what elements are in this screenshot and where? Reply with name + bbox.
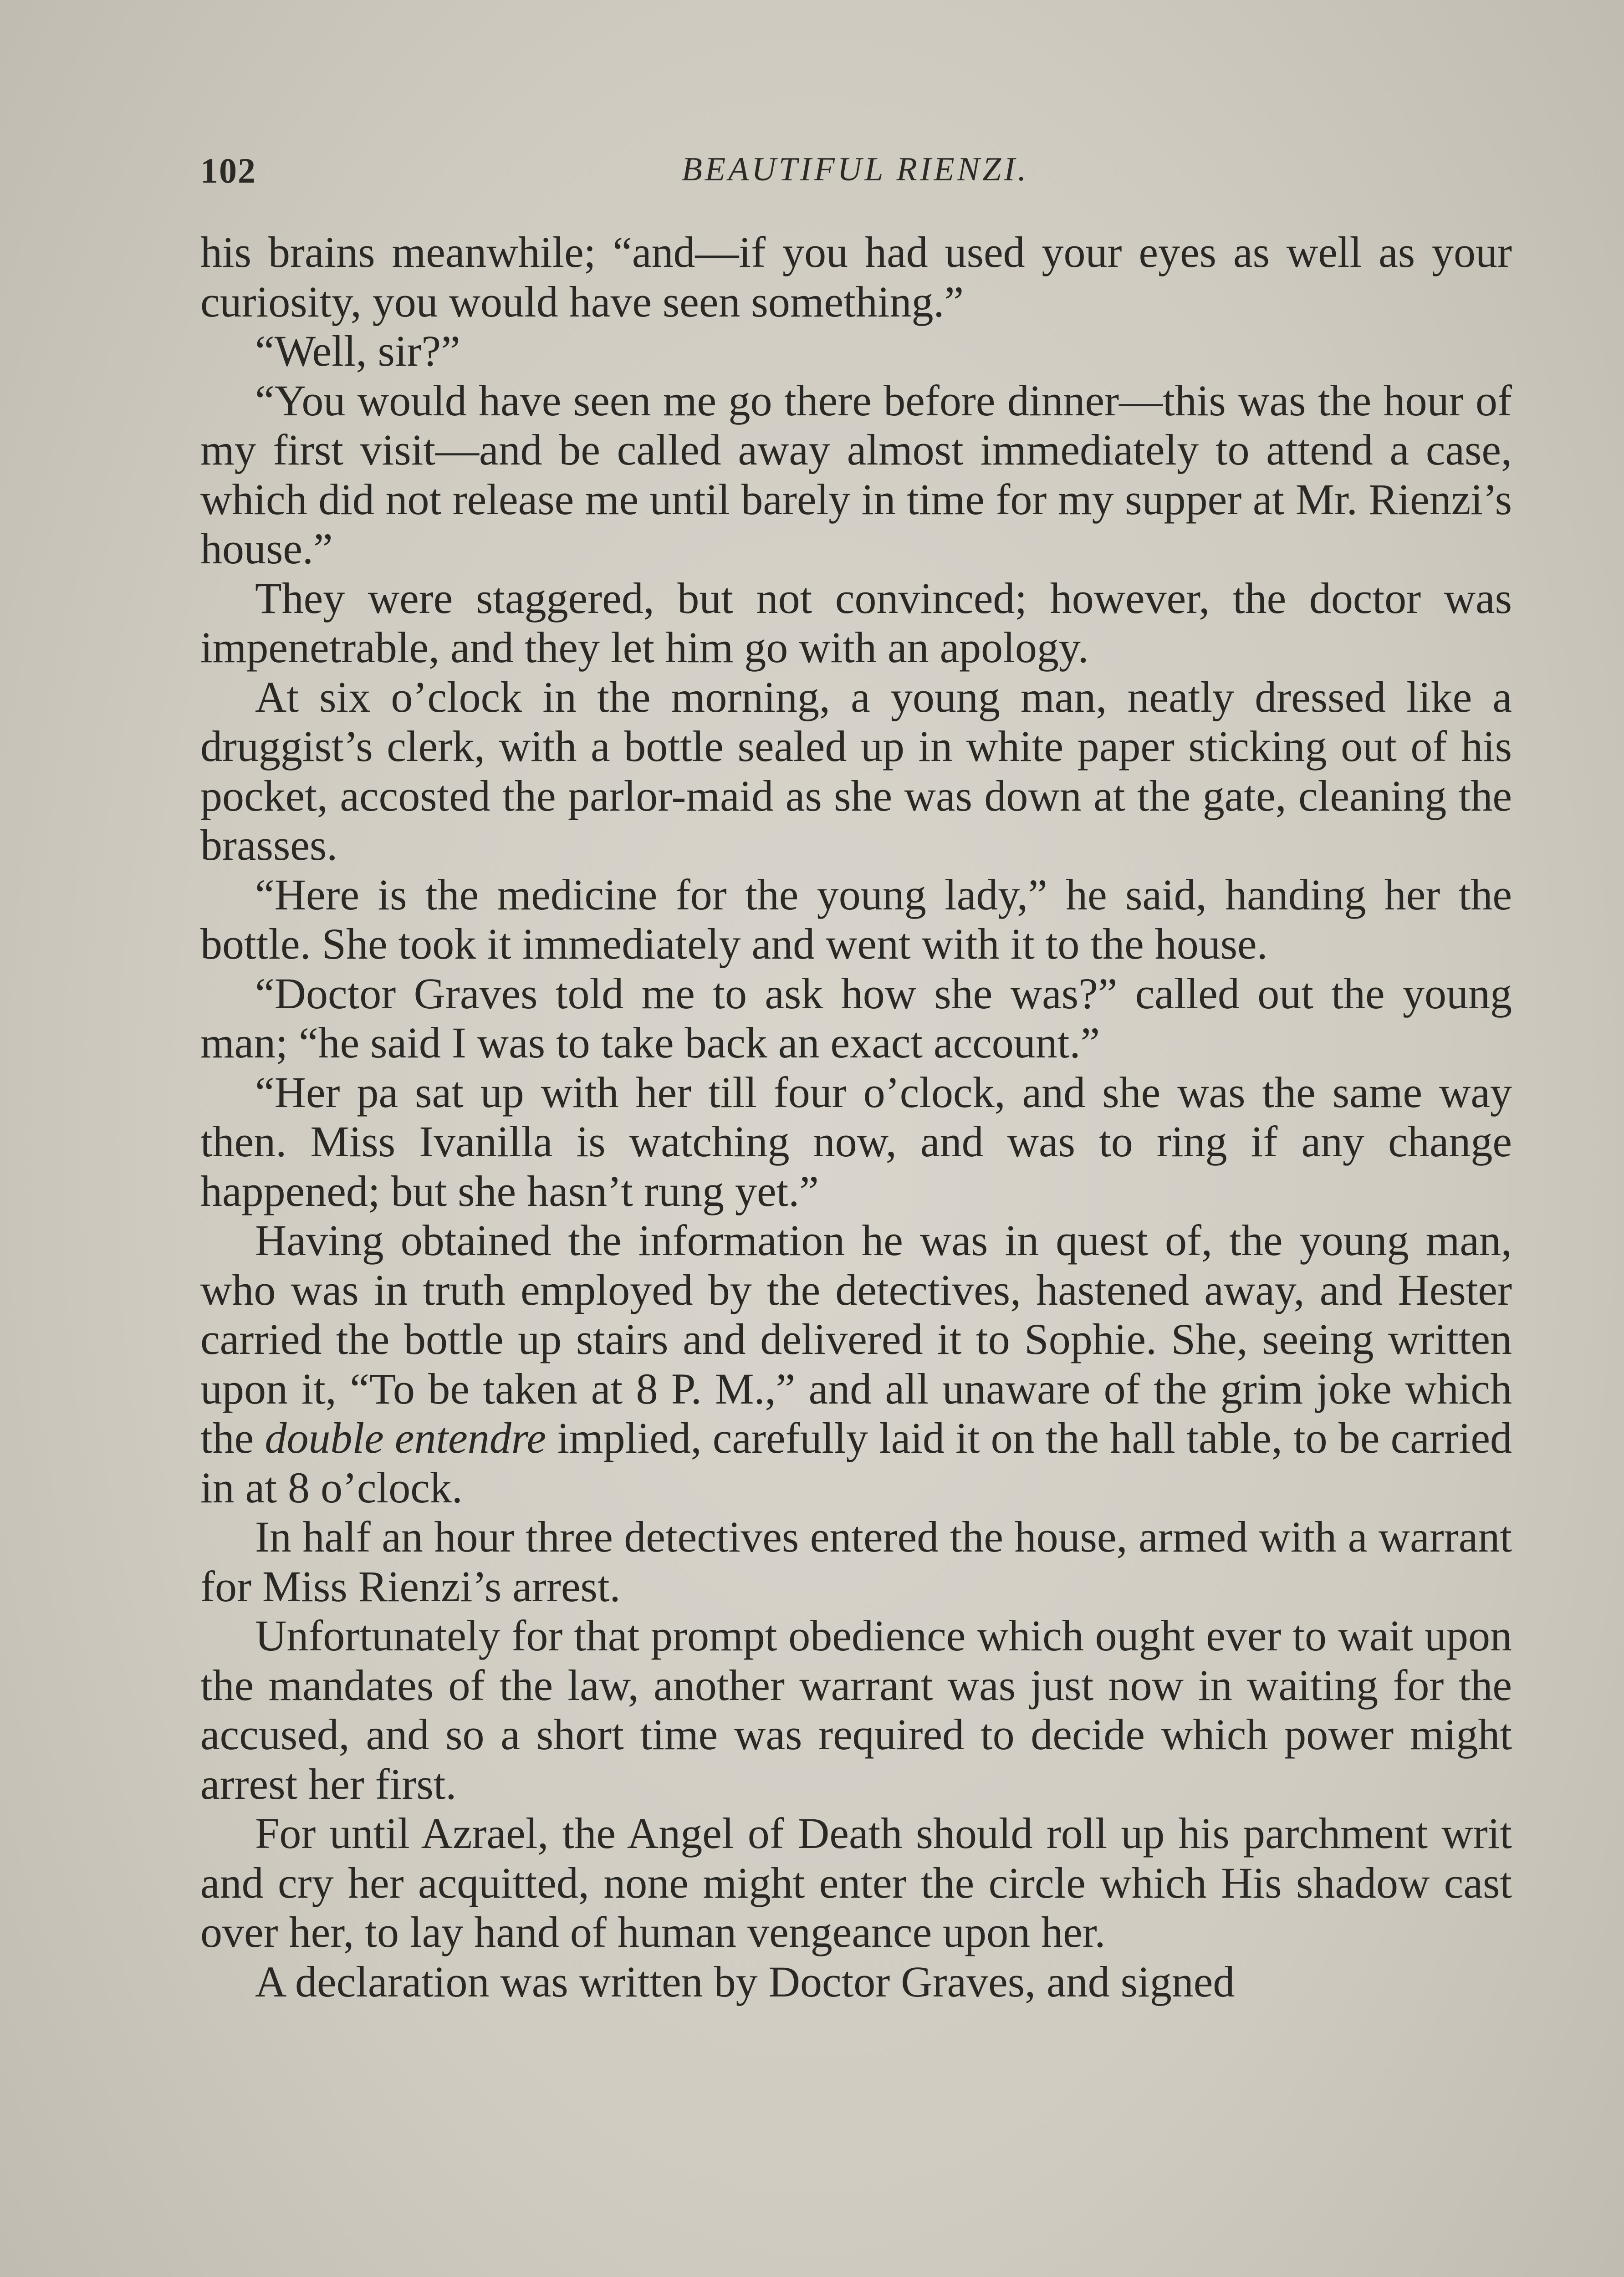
page-header xyxy=(200,150,1510,196)
paragraph: At six o’clock in the morning, a young man, neatly dressed like a druggist’s clerk, with a bottle sealed up in white paper sticking out of his pocket, accosted the parlor-maid as she was down at the gate, cleaning the brasses. xyxy=(200,672,1512,869)
paragraph-text: Having obtained the information he was in quest of, the young man, who was in truth employed by the detectives, hastened away, and Hester carried the bottle up stairs and delivered it to Sophie. She, seeing written upon it, “To be taken at 8 P. M.,” and all unaware of the grim joke which the xyxy=(200,1216,1512,1462)
paragraph: “Doctor Graves told me to ask how she was?” called out the young man; “he said I was to take back an exact account.” xyxy=(200,969,1512,1067)
body-text xyxy=(200,228,1512,2006)
paragraph: his brains meanwhile; “and—if you had used your eyes as well as your curiosity, you would have seen something.” xyxy=(200,228,1512,326)
paragraph xyxy=(200,1216,1512,1512)
paragraph: “You would have seen me go there before dinner—this was the hour of my first visit—and be called away almost immediately to attend a case, which did not release me until barely in time for my supper at Mr. Rienzi’s house.” xyxy=(200,376,1512,573)
paragraph: In half an hour three detectives entered the house, armed with a warrant for Miss Rienzi’s arrest. xyxy=(200,1512,1512,1611)
paragraph: “Her pa sat up with her till four o’clock, and she was the same way then. Miss Ivanilla is watching now, and was to ring if any change happened; but she hasn’t rung yet.” xyxy=(200,1067,1512,1215)
paragraph: “Well, sir?” xyxy=(255,327,460,375)
running-title: BEAUTIFUL RIENZI. xyxy=(681,151,1029,188)
paragraph: For until Azrael, the Angel of Death should roll up his parchment writ and cry her acquitted, none might enter the circle which His shadow cast over her, to lay hand of human vengeance upon her. xyxy=(200,1809,1512,1956)
paragraph: A declaration was written by Doctor Graves, and signed xyxy=(255,1957,1235,2006)
paragraph: They were staggered, but not convinced; however, the doctor was impenetrable, and they let him go with an apology. xyxy=(200,573,1512,672)
paragraph: “Here is the medicine for the young lady,” he said, handing her the bottle. She took it immediately and went with it to the house. xyxy=(200,870,1512,968)
paragraph: Unfortunately for that prompt obedience which ought ever to wait upon the mandates of the law, another warrant was just now in waiting for the accused, and so a short time was required to decide which power might arrest her first. xyxy=(200,1611,1512,1808)
paragraph-text: implied, carefully laid it on the hall table, to be carried in at 8 o’clock. xyxy=(200,1414,1512,1512)
page-number: 102 xyxy=(200,151,256,190)
italic-phrase: double entendre xyxy=(265,1414,546,1462)
